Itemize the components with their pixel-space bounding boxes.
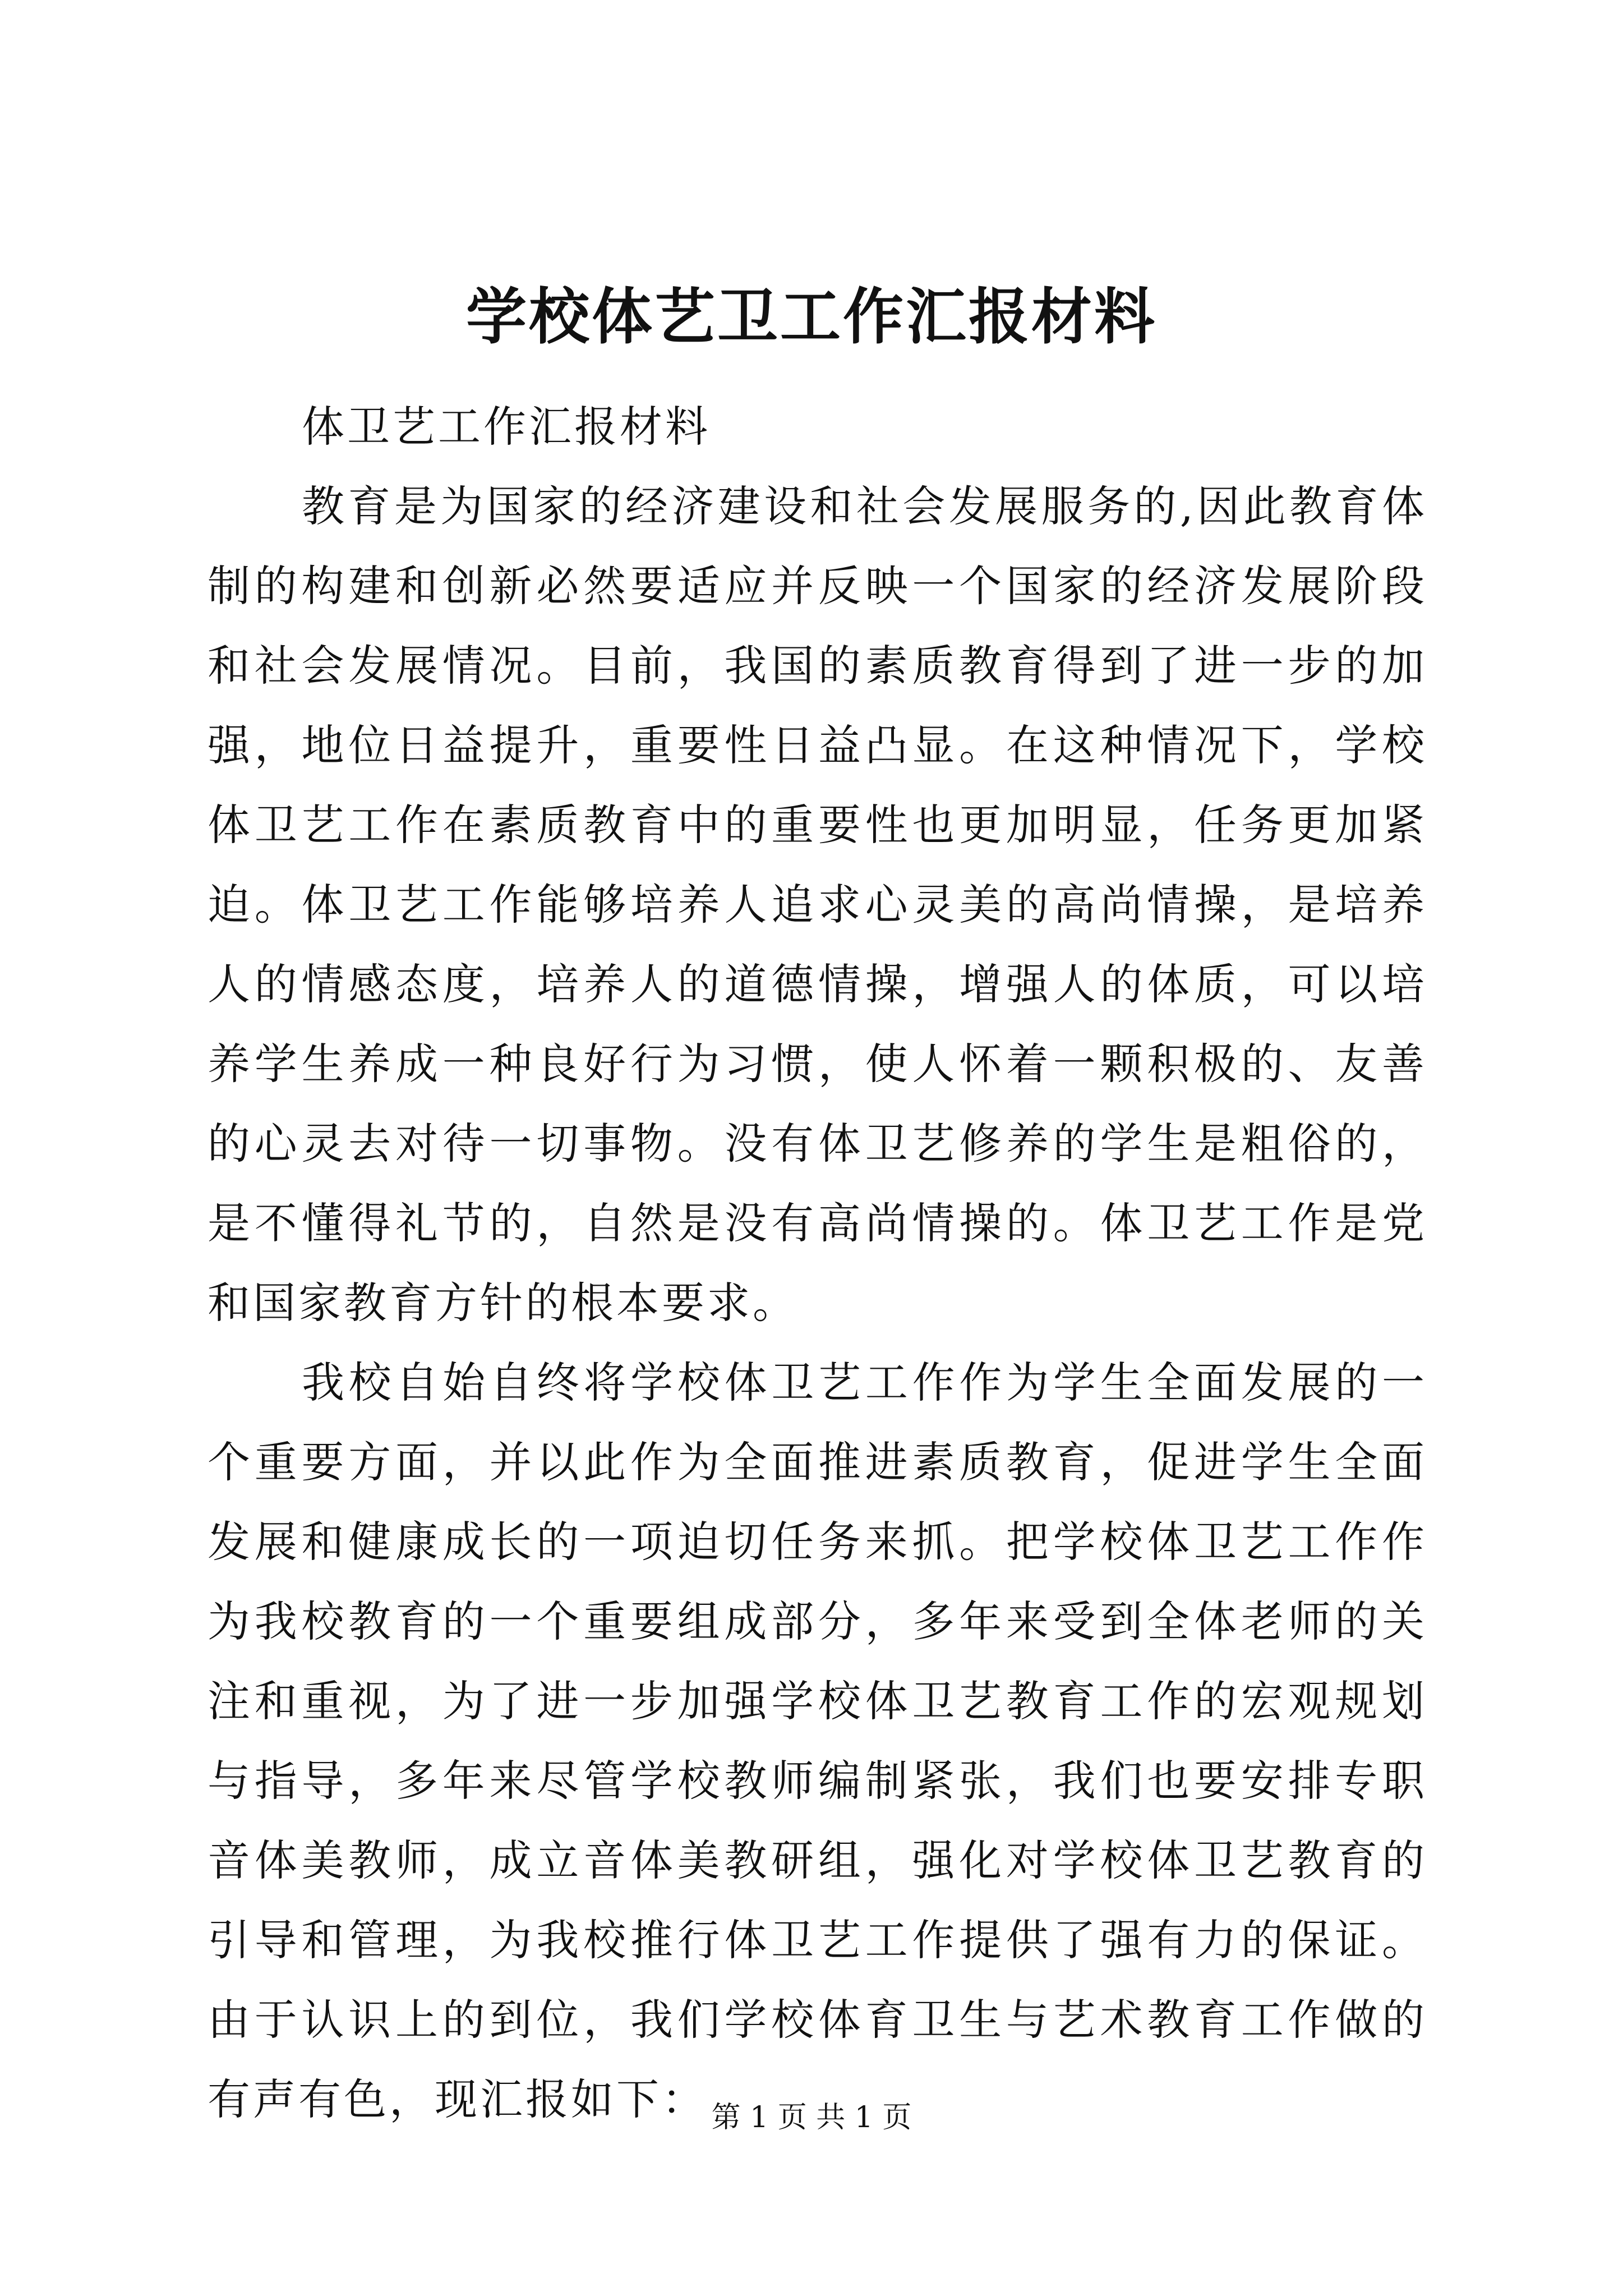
document-body: [208, 387, 1427, 2139]
page-footer: 第 1 页 共 1 页: [711, 2101, 912, 2134]
document-title: 学校体艺卫工作汇报材料: [465, 282, 1157, 352]
body-paragraph: 教育是为国家的经济建设和社会发展服务的,因此教育体制的构建和创新必然要适应并反映一个国家的经济发展阶段和社会发展情况。目前，我国的素质教育得到了进一步的加强，地位日益提升，重要性日益凸显。在这种情况下，学校体卫艺工作在素质教育中的重要性也更加明显，任务更加紧迫。体卫艺工作能够培养人追求心灵美的高尚情操，是培养人的情感态度，培养人的道德情操，增强人的体质，可以培养学生养成一种良好行为习惯，使人怀着一颗积极的、友善的心灵去对待一切事物。没有体卫艺修养的学生是粗俗的，是不懂得礼节的，自然是没有高尚情操的。体卫艺工作是党和国家教育方针的根本要求。: [208, 481, 1427, 1328]
body-paragraph: 我校自始自终将学校体卫艺工作作为学生全面发展的一个重要方面，并以此作为全面推进素质教育，促进学生全面发展和健康成长的一项迫切任务来抓。把学校体卫艺工作作为我校教育的一个重要组成部分，多年来受到全体老师的关注和重视，为了进一步加强学校体卫艺教育工作的宏观规划与指导，多年来尽管学校教师编制紧张，我们也要安排专职音体美教师，成立音体美教研组，强化对学校体卫艺教育的引导和管理，为我校推行体卫艺工作提供了强有力的保证。由于认识上的到位，我们学校体育卫生与艺术教育工作做的有声有色，现汇报如下：: [208, 1358, 1427, 2124]
subtitle-paragraph: 体卫艺工作汇报材料: [302, 402, 711, 452]
